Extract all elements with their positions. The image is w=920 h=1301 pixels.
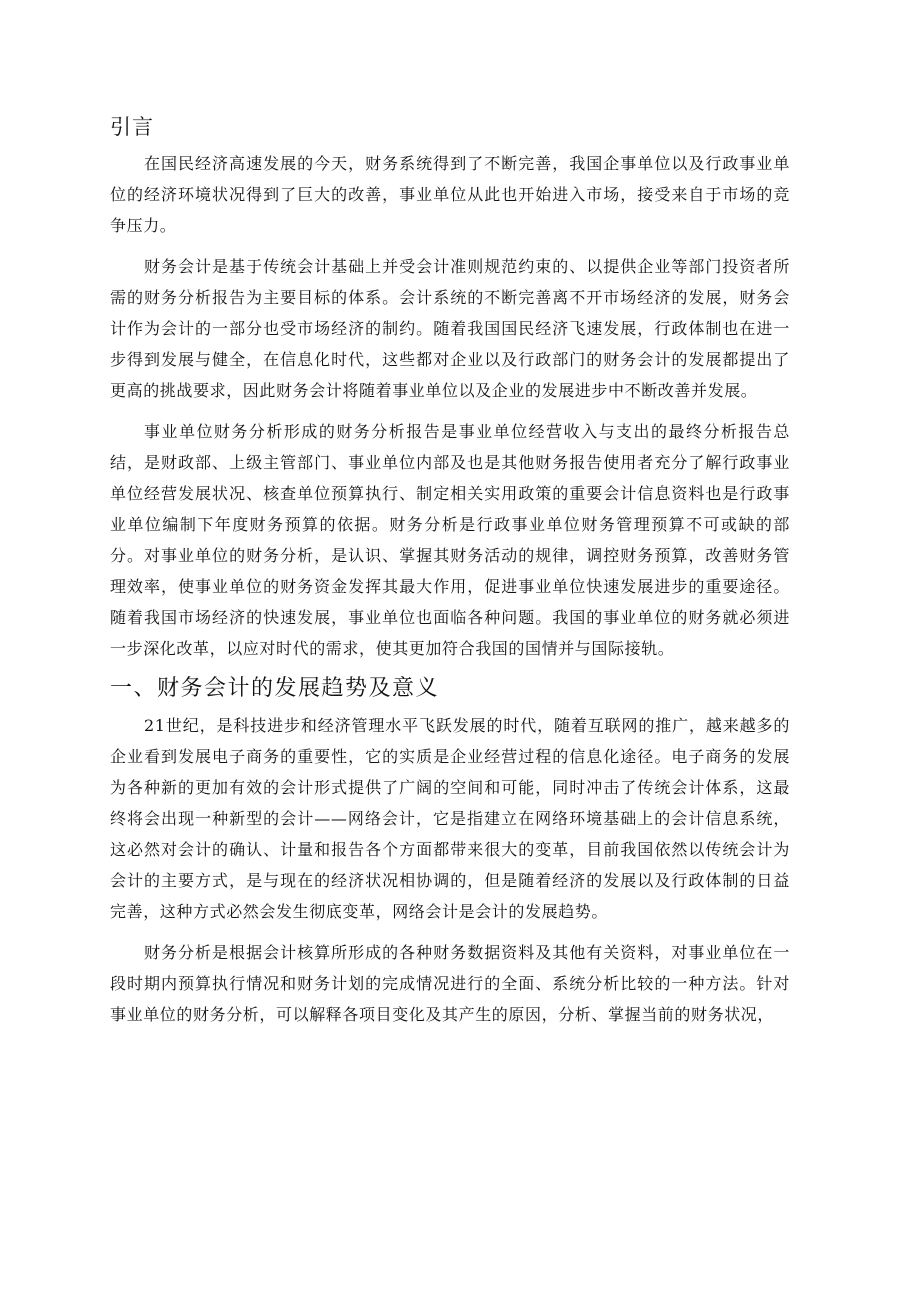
paragraph: 事业单位财务分析形成的财务分析报告是事业单位经营收入与支出的最终分析报告总结，是财政部、上级主管部门、事业单位内部及也是其他财务报告使用者充分了解行政事业单位经营发展状况、核查单位预算执行、制定相关实用政策的重要会计信息资料也是行政事业单位编制下年度财务预算的依据。财务分析是行政事业单位财务管理预算不可或缺的部分。对事业单位的财务分析，是认识、掌握其财务活动的规律，调控财务预算，改善财务管理效率，使事业单位的财务资金发挥其最大作用，促进事业单位快速发展进步的重要途径。随着我国市场经济的快速发展，事业单位也面临各种问题。我国的事业单位的财务就必须进一步深化改革，以应对时代的需求，使其更加符合我国的国情并与国际接轨。 — [110, 422, 790, 658]
paragraph: 财务会计是基于传统会计基础上并受会计准则规范约束的、以提供企业等部门投资者所需的财务分析报告为主要目标的体系。会计系统的不断完善离不开市场经济的发展，财务会计作为会计的一部分也受市场经济的制约。随着我国国民经济飞速发展，行政体制也在进一步得到发展与健全，在信息化时代，这些都对企业以及行政部门的财务会计的发展都提出了更高的挑战要求，因此财务会计将随着事业单位以及企业的发展进步中不断改善并发展。 — [110, 257, 790, 400]
paragraph: 在国民经济高速发展的今天，财务系统得到了不断完善，我国企事单位以及行政事业单位的经济环境状况得到了巨大的改善，事业单位从此也开始进入市场，接受来自于市场的竞争压力。 — [110, 154, 790, 235]
paragraph: 21世纪，是科技进步和经济管理水平飞跃发展的时代，随着互联网的推广，越来越多的企业看到发展电子商务的重要性，它的实质是企业经营过程的信息化途径。电子商务的发展为各种新的更加有效的会计形式提供了广阔的空间和可能，同时冲击了传统会计体系，这最终将会出现一种新型的会计——网络会计，它是指建立在网络环境基础上的会计信息系统，这必然对会计的确认、计量和报告各个方面都带来很大的变革，目前我国依然以传统会计为会计的主要方式，是与现在的经济状况相协调的，但是随着经济的发展以及行政体制的日益完善，这种方式必然会发生彻底变革，网络会计是会计的发展趋势。 — [110, 716, 790, 921]
heading-intro: 引言 — [110, 115, 154, 139]
document-page — [110, 110, 790, 1030]
paragraph: 财务分析是根据会计核算所形成的各种财务数据资料及其他有关资料，对事业单位在一段时期内预算执行情况和财务计划的完成情况进行的全面、系统分析比较的一种方法。针对事业单位的财务分析，可以解释各项目变化及其产生的原因，分析、掌握当前的财务状况， — [110, 943, 790, 1024]
heading-section-1: 一、财务会计的发展趋势及意义 — [110, 676, 440, 701]
